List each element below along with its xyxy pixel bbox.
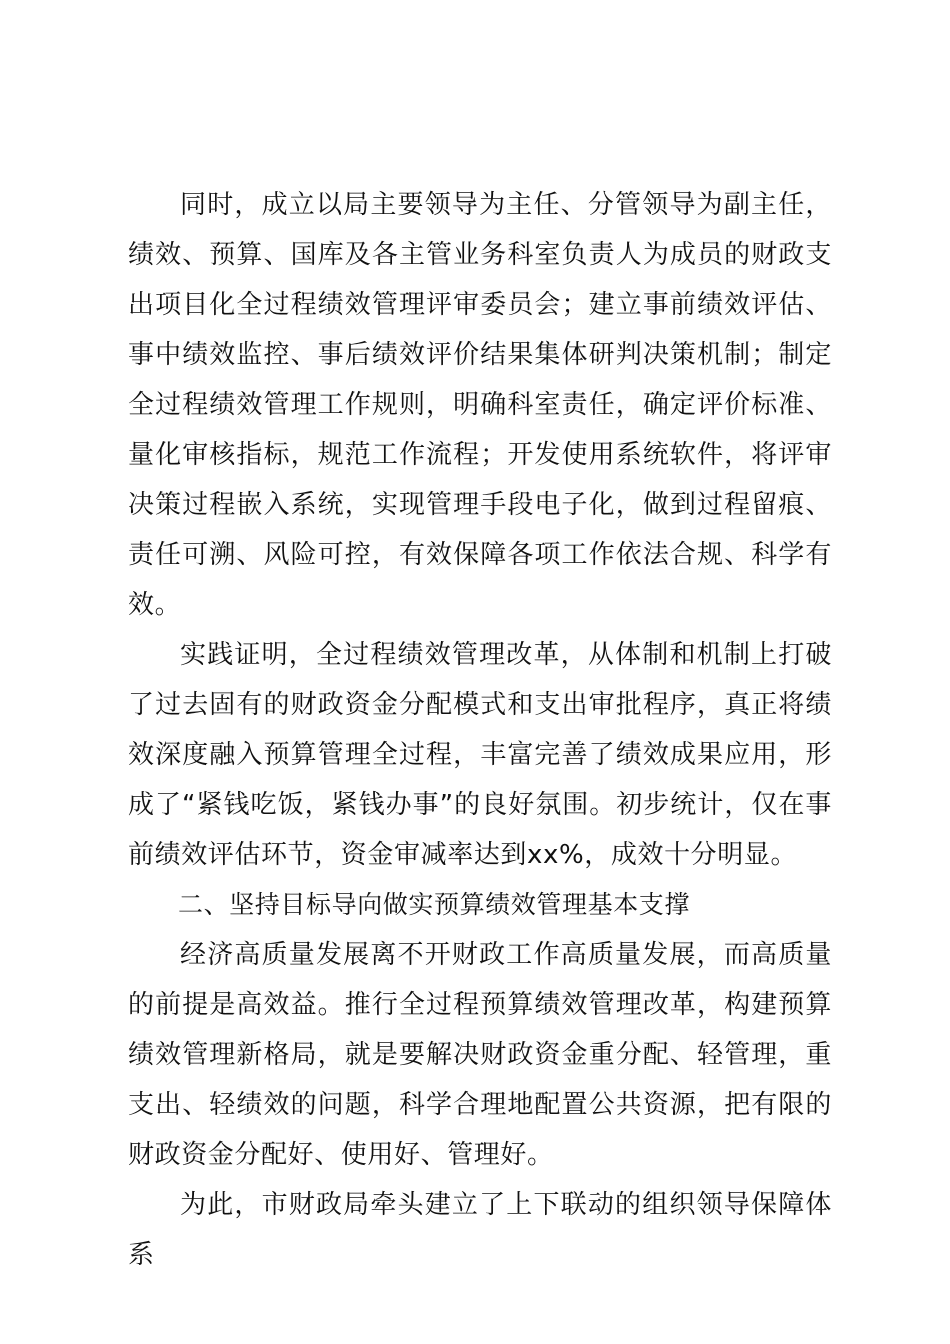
paragraph-committee: 同时，成立以局主要领导为主任、分管领导为副主任，绩效、预算、国库及各主管业务科室负责人为成员的财政支出项目化全过程绩效管理评审委员会；建立事前绩效评估、事中绩效监控、事后绩效评价结果集体研判决策机制；制定全过程绩效管理工作规则，明确科室责任，确定评价标准、量化审核指标，规范工作流程；开发使用系统软件，将评审决策过程嵌入系统，实现管理手段电子化，做到过程留痕、责任可溯、风险可控，有效保障各项工作依法合规、科学有效。: [128, 190, 832, 620]
paragraph-organization: 为此，市财政局牵头建立了上下联动的组织领导保障体系: [128, 1190, 832, 1270]
section-heading: 二、坚持目标导向做实预算绩效管理基本支撑: [178, 890, 691, 919]
paragraph-high-quality: 经济高质量发展离不开财政工作高质量发展，而高质量的前提是高效益。推行全过程预算绩效管理改革，构建预算绩效管理新格局，就是要解决财政资金重分配、轻管理，重支出、轻绩效的问题，科学合理地配置公共资源，把有限的财政资金分配好、使用好、管理好。: [128, 940, 832, 1170]
document-body: [128, 180, 832, 1280]
paragraph-practice-results: 实践证明，全过程绩效管理改革，从体制和机制上打破了过去固有的财政资金分配模式和支出审批程序，真正将绩效深度融入预算管理全过程，丰富完善了绩效成果应用，形成了“紧钱吃饭，紧钱办事”的良好氛围。初步统计，仅在事前绩效评估环节，资金审减率达到xx%，成效十分明显。: [128, 640, 832, 870]
